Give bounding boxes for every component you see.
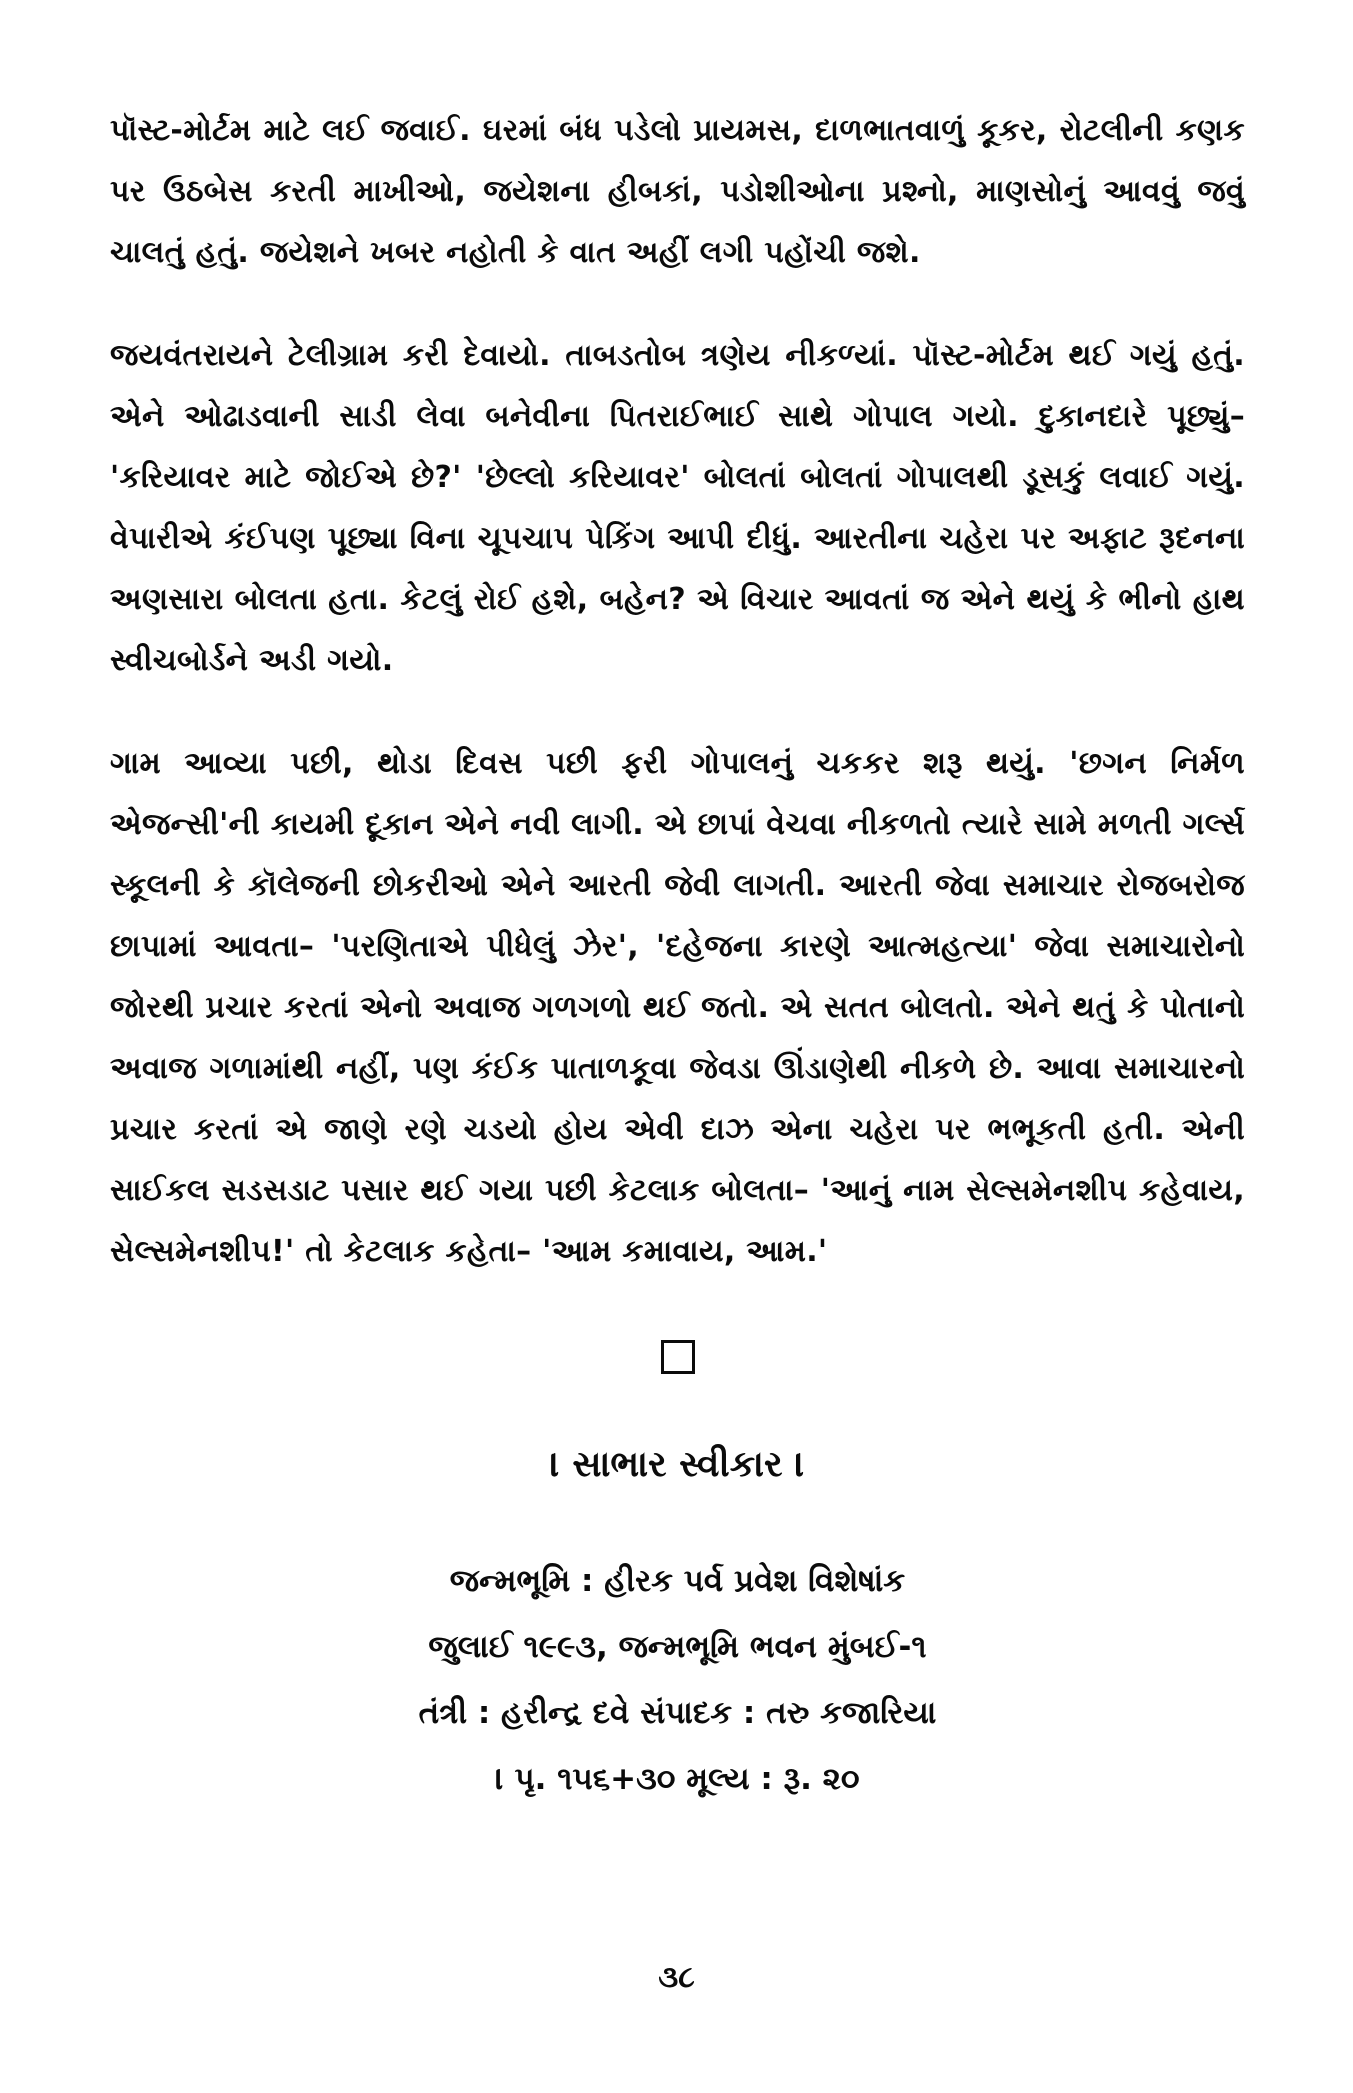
credit-line-editors: તંત્રી : હરીન્દ્ર દવે સંપાદક : તરુ કજારિયા <box>418 1695 937 1731</box>
section-separator-square <box>661 1340 695 1374</box>
page-content <box>110 100 1245 1812</box>
credit-line-pages-price: । પૃ. ૧૫૬+૩૦ મૂલ્ય : રૂ. ૨૦ <box>495 1761 860 1797</box>
story-paragraph-2: જયવંતરાયને ટેલીગ્રામ કરી દેવાયો. તાબડતોબ ત્રણેય નીકળ્યાં. પૉસ્ટ-મોર્ટમ થઈ ગયું હતું. એને ઓઢાડવાની સાડી લેવા બનેવીના પિતરાઈભાઈ સાથે ગોપાલ ગયો. દુકાનદારે પૂછ્યું– 'કરિયાવર માટે જોઈએ છે?' 'છેલ્લો કરિયાવર' બોલતાં બોલતાં ગોપાલથી ડૂસકું લવાઈ ગયું. વેપારીએ કંઈપણ પૂછ્યા વિના ચૂપચાપ પેકિંગ આપી દીધું. આરતીના ચહેરા પર અફાટ રૂદનના અણસારા બોલતા હતા. કેટલું રોઈ હશે, બહેન? એ વિચાર આવતાં જ એને થયું કે ભીનો હાથ સ્વીચબોર્ડને અડી ગયો. <box>110 338 1246 678</box>
acknowledgement-credits <box>110 1548 1245 1812</box>
page-number: ૩૮ <box>658 1960 695 1995</box>
story-paragraph-3: ગામ આવ્યા પછી, થોડા દિવસ પછી ફરી ગોપાલનું ચકકર શરૂ થયું. 'છગન નિર્મળ એજન્સી'ની કાયમી દૂકાન એને નવી લાગી. એ છાપાં વેચવા નીકળતો ત્યારે સામે મળતી ગર્લ્સ સ્કૂલની કે કૉલેજની છોકરીઓ એને આરતી જેવી લાગતી. આરતી જેવા સમાચાર રોજબરોજ છાપામાં આવતા– 'પરણિતાએ પીધેલું ઝેર', 'દહેજના કારણે આત્મહત્યા' જેવા સમાચારોનો જોરથી પ્રચાર કરતાં એનો અવાજ ગળગળો થઈ જતો. એ સતત બોલતો. એને થતું કે પોતાનો અવાજ ગળામાંથી નહીં, પણ કંઈક પાતાળકૂવા જેવડા ઊંડાણેથી નીકળે છે. આવા સમાચારનો પ્રચાર કરતાં એ જાણે રણે ચડયો હોય એવી દાઝ એના ચહેરા પર ભભૂકતી હતી. એની સાઈકલ સડસડાટ પસાર થઈ ગયા પછી કેટલાક બોલતા– 'આનું નામ સેલ્સમેનશીપ કહેવાય, સેલ્સમેનશીપ!' તો કેટલાક કહેતા– 'આમ કમાવાય, આમ.' <box>110 746 1245 1269</box>
story-paragraph-1: પૉસ્ટ-મોર્ટમ માટે લઈ જવાઈ. ઘરમાં બંધ પડેલો પ્રાયમસ, દાળભાતવાળું કૂકર, રોટલીની કણક પર ઉઠબેસ કરતી માખીઓ, જયેશના હીબકાં, પડોશીઓના પ્રશ્નો, માણસોનું આવવું જવું ચાલતું હતું. જયેશને ખબર નહોતી કે વાત અહીં લગી પહોંચી જશે. <box>110 113 1245 270</box>
credit-line-date-address: જુલાઈ ૧૯૯૩, જન્મભૂમિ ભવન મુંબઈ-૧ <box>428 1629 927 1665</box>
acknowledgement-heading: । સાભાર સ્વીકાર । <box>550 1444 805 1485</box>
credit-line-publication: જન્મભૂમિ : હીરક પર્વ પ્રવેશ વિશેષાંક <box>449 1563 906 1599</box>
